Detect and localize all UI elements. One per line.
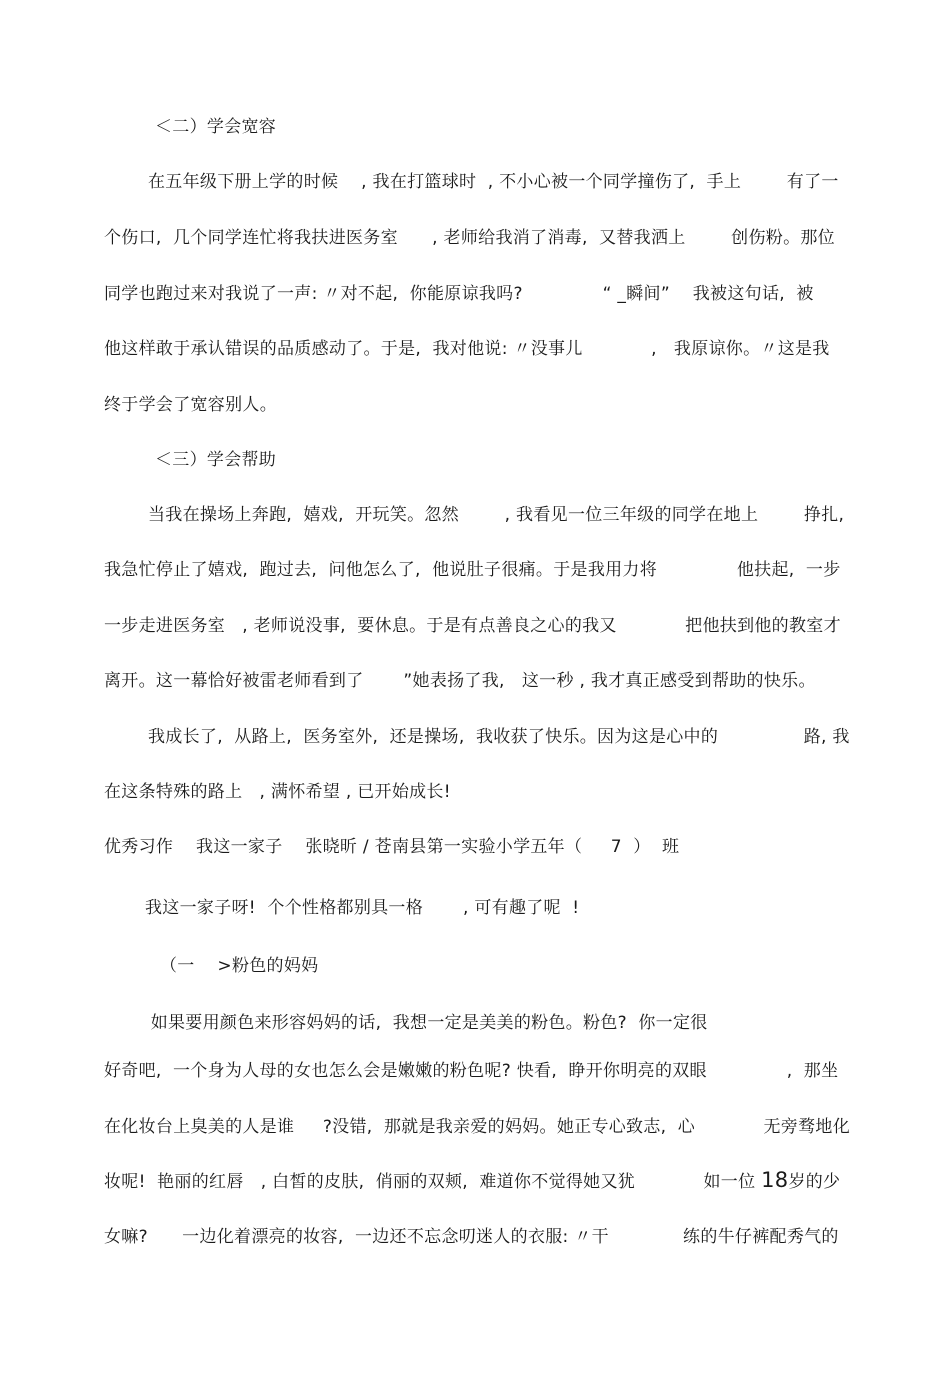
paragraph-line: 如果要用颜色来形容妈妈的话, 我想一定是美美的粉色。粉色? 你一定很 [145,1013,708,1033]
line-text: 妆呢! 艳丽的红唇 , 白皙的皮肤, 俏丽的双颊, 难道你不觉得她又犹 如一位 [104,1172,762,1192]
article-subheading: （一 >粉色的妈妈 [160,956,319,976]
section-heading-forgive: ＜二）学会宽容 [155,117,277,137]
article-intro: 我这一家子呀! 个个性格都别具一格 , 可有趣了呢 ! [145,898,580,918]
paragraph-line: 在这条特殊的路上 , 满怀希望 , 已开始成长! [104,782,451,802]
paragraph-line: 好奇吧, 一个身为人母的女也怎么会是嫩嫩的粉色呢? 快看, 睁开你明亮的双眼 , 那坐 [104,1061,839,1081]
paragraph-line: 离开。这一幕恰好被雷老师看到了 ”她表扬了我, 这一秒 , 我才真正感受到帮助的快乐。 [104,671,816,691]
paragraph-line: 个伤口, 几个同学连忙将我扶进医务室 , 老师给我消了消毒, 又替我洒上 创伤粉。那位 [104,228,835,248]
paragraph-line: 女嘛? 一边化着漂亮的妆容, 一边还不忘念叨迷人的衣服: 〃干 练的牛仔裤配秀气的 [104,1227,839,1247]
paragraph-line: 终于学会了宽容别人。 [104,395,277,415]
paragraph-line: 同学也跑过来对我说了一声: 〃对不起, 你能原谅我吗? “ _瞬间” 我被这句话, 被 [104,284,814,304]
line-tail: 岁的少 [788,1172,841,1192]
article-byline: 优秀习作 我这一家子 张晓昕 / 苍南县第一实验小学五年（ 7 ） 班 [104,837,680,857]
paragraph-line: 当我在操场上奔跑, 嬉戏, 开玩笑。忽然 , 我看见一位三年级的同学在地上 挣扎, [148,505,845,525]
paragraph-line: 一步走进医务室 , 老师说没事, 要休息。于是有点善良之心的我又 把他扶到他的教室才 [104,616,841,636]
paragraph-line: 他这样敢于承认错误的品质感动了。于是, 我对他说: 〃没事儿 , 我原谅你。〃这是我 [104,339,830,359]
paragraph-line: 在五年级下册上学的时候 , 我在打篮球时 , 不小心被一个同学撞伤了, 手上 有了一 [148,172,839,192]
paragraph-line [104,1168,840,1194]
section-heading-help: ＜三）学会帮助 [155,450,277,470]
paragraph-line: 我成长了, 从路上, 医务室外, 还是操场, 我收获了快乐。因为这是心中的 路, 我 [148,727,850,747]
paragraph-line: 我急忙停止了嬉戏, 跑过去, 问他怎么了, 他说肚子很痛。于是我用力将 他扶起, 一步 [104,560,841,580]
age-number: 18 [761,1168,789,1192]
paragraph-line: 在化妆台上臭美的人是谁 ?没错, 那就是我亲爱的妈妈。她正专心致志, 心 无旁骛地化 [104,1117,851,1137]
